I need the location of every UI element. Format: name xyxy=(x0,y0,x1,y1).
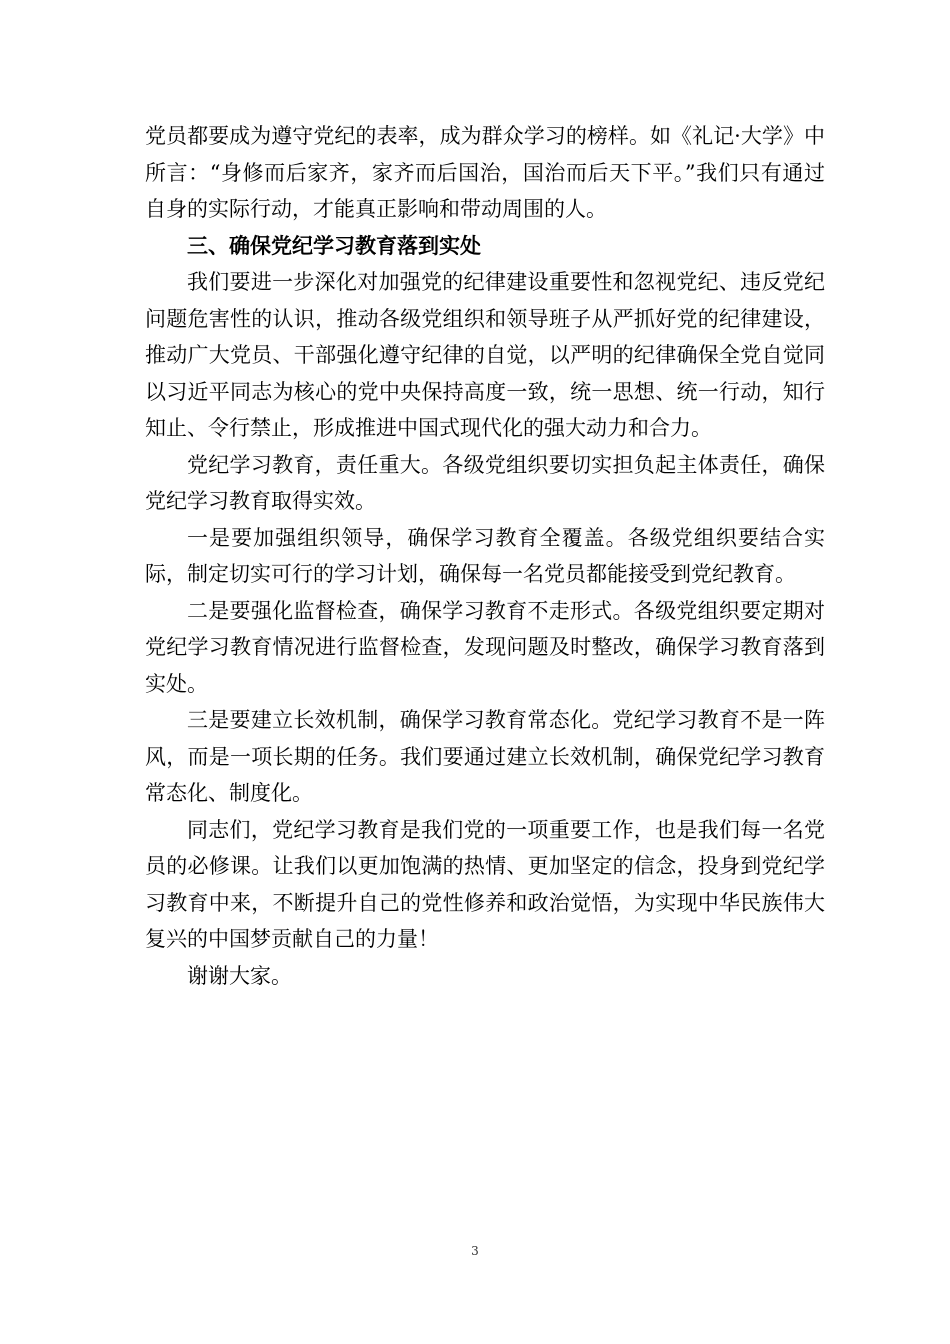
paragraph: 我们要进一步深化对加强党的纪律建设重要性和忽视党纪、违反党纪问题危害性的认识，推动各级党组织和领导班子从严抓好党的纪律建设，推动广大党员、干部强化遵守纪律的自觉，以严明的纪律确保全党自觉同以习近平同志为核心的党中央保持高度一致，统一思想、统一行动，知行知止、令行禁止，形成推进中国式现代化的强大动力和合力。 xyxy=(145,270,825,440)
paragraph-continuation: 党员都要成为遵守党纪的表率，成为群众学习的榜样。如《礼记·大学》中所言：“身修而后家齐，家齐而后国治，国治而后天下平。”我们只有通过自身的实际行动，才能真正影响和带动周围的人。 xyxy=(145,124,825,221)
page-number: 3 xyxy=(471,1244,479,1258)
section-heading: 三、确保党纪学习教育落到实处 xyxy=(187,232,481,258)
paragraph: 三是要建立长效机制，确保学习教育常态化。党纪学习教育不是一阵风，而是一项长期的任务。我们要通过建立长效机制，确保党纪学习教育常态化、制度化。 xyxy=(145,708,825,805)
paragraph: 同志们，党纪学习教育是我们党的一项重要工作，也是我们每一名党员的必修课。让我们以更加饱满的热情、更加坚定的信念，投身到党纪学习教育中来，不断提升自己的党性修养和政治觉悟，为实现中华民族伟大复兴的中国梦贡献自己的力量！ xyxy=(145,817,825,951)
paragraph: 二是要强化监督检查，确保学习教育不走形式。各级党组织要定期对党纪学习教育情况进行监督检查，发现问题及时整改，确保学习教育落到实处。 xyxy=(145,598,825,696)
paragraph: 党纪学习教育，责任重大。各级党组织要切实担负起主体责任，确保党纪学习教育取得实效。 xyxy=(145,452,825,513)
closing-line: 谢谢大家。 xyxy=(187,963,292,988)
paragraph: 一是要加强组织领导，确保学习教育全覆盖。各级党组织要结合实际，制定切实可行的学习计划，确保每一名党员都能接受到党纪教育。 xyxy=(145,525,825,586)
document-body xyxy=(145,118,825,994)
